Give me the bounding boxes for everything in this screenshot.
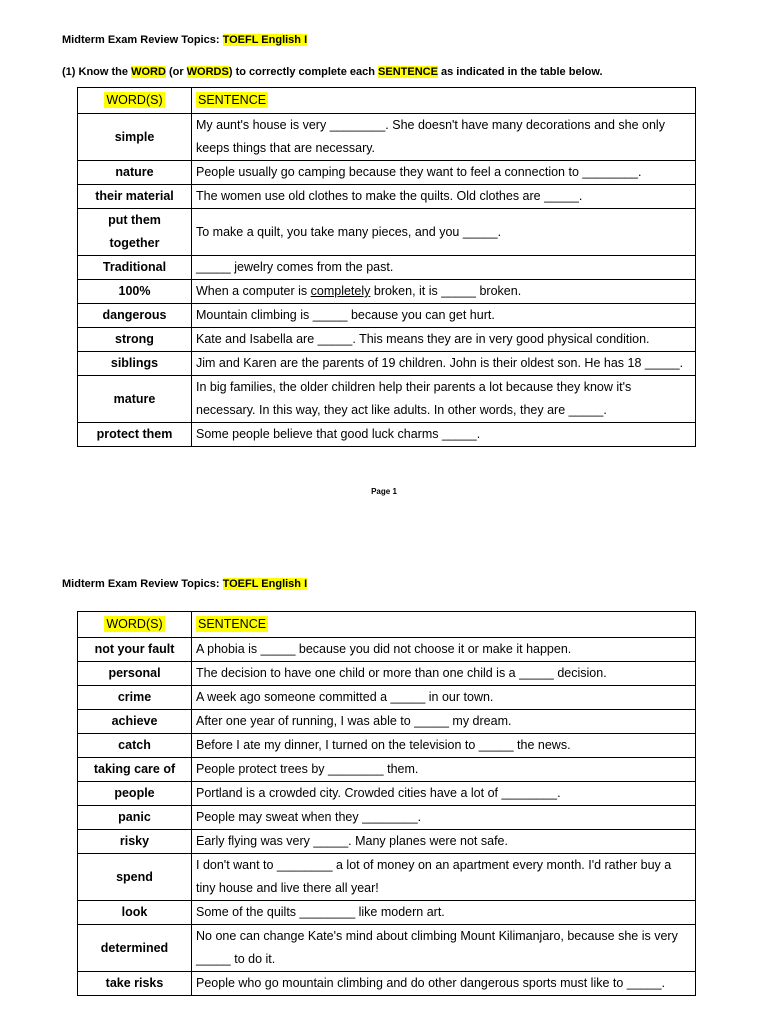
table-row [78,710,696,734]
instruction-text [62,66,603,78]
word-cell: taking care of [78,758,192,782]
table-row [78,256,696,280]
sentence-cell: A phobia is _____ because you did not choose it or make it happen. [192,638,696,662]
sentence-cell: The women use old clothes to make the quilts. Old clothes are _____. [192,185,696,209]
sentence-part-2: broken, it is _____ broken. [370,284,522,298]
table-row [78,972,696,996]
word-cell: siblings [78,352,192,376]
sentence-cell: To make a quilt, you take many pieces, and you _____. [192,209,696,256]
header-sentence: SENTENCE [198,617,267,631]
sentence-cell: People protect trees by ________ them. [192,758,696,782]
table-row [78,925,696,972]
word-cell: spend [78,854,192,901]
word-cell: simple [78,114,192,161]
sentence-cell: Portland is a crowded city. Crowded cities have a lot of ________. [192,782,696,806]
word-cell: strong [78,328,192,352]
word-cell: people [78,782,192,806]
table-row [78,662,696,686]
table-row [78,423,696,447]
header-sentence-cell [192,612,696,638]
sentence-underlined: completely [310,284,371,298]
header-sentence-cell [192,88,696,114]
word-cell: look [78,901,192,925]
header-word: WORD(S) [106,93,163,107]
sentence-cell: Some people believe that good luck charms _____. [192,423,696,447]
word-cell: protect them [78,423,192,447]
instruction-highlight-sentence: SENTENCE [378,66,438,78]
header-word-cell [78,88,192,114]
table-header-row [78,612,696,638]
table-row [78,352,696,376]
title-prefix: Midterm Exam Review Topics: [62,578,220,590]
table-row [78,758,696,782]
sentence-cell: After one year of running, I was able to _____ my dream. [192,710,696,734]
sentence-cell: _____ jewelry comes from the past. [192,256,696,280]
header-word: WORD(S) [106,617,163,631]
vocab-table-page-2 [77,611,696,996]
title-highlight: TOEFL English I [222,578,308,590]
instruction-part-1: (1) Know the [62,66,132,78]
word-cell: crime [78,686,192,710]
sentence-cell: Early flying was very _____. Many planes were not safe. [192,830,696,854]
sentence-cell: Kate and Isabella are _____. This means they are in very good physical condition. [192,328,696,352]
instruction-highlight-words: WORDS [186,66,229,78]
sentence-cell: Before I ate my dinner, I turned on the television to _____ the news. [192,734,696,758]
word-cell: panic [78,806,192,830]
table-row [78,376,696,423]
table-row [78,638,696,662]
word-cell: catch [78,734,192,758]
table-row [78,854,696,901]
word-cell: take risks [78,972,192,996]
page-number: Page 1 [371,487,397,496]
instruction-highlight-word: WORD [131,66,166,78]
table-header-row [78,88,696,114]
word-cell: personal [78,662,192,686]
sentence-cell: People usually go camping because they want to feel a connection to ________. [192,161,696,185]
word-cell: their material [78,185,192,209]
word-cell: put them together [78,209,192,256]
header-sentence: SENTENCE [198,93,267,107]
sentence-cell: Mountain climbing is _____ because you can get hurt. [192,304,696,328]
sentence-cell [192,280,696,304]
page-2-title [62,578,307,590]
word-cell: not your fault [78,638,192,662]
word-cell: achieve [78,710,192,734]
table-row [78,806,696,830]
table-row [78,830,696,854]
table-row [78,185,696,209]
table-row [78,161,696,185]
word-cell: Traditional [78,256,192,280]
page-1-title [62,34,307,46]
word-cell: nature [78,161,192,185]
table-row [78,734,696,758]
vocab-table-page-1 [77,87,696,447]
sentence-cell: Some of the quilts ________ like modern art. [192,901,696,925]
instruction-part-2: (or [165,66,187,78]
table-row [78,280,696,304]
sentence-cell: In big families, the older children help their parents a lot because they know it's necessary. In this way, they act like adults. In other words, they are _____. [192,376,696,423]
instruction-part-4: as indicated in the table below. [437,66,603,78]
sentence-cell: People who go mountain climbing and do other dangerous sports must like to _____. [192,972,696,996]
table-row [78,686,696,710]
table-row [78,328,696,352]
header-word-cell [78,612,192,638]
table-row [78,782,696,806]
word-cell: dangerous [78,304,192,328]
table-row [78,901,696,925]
sentence-part-1: When a computer is [196,284,311,298]
title-highlight: TOEFL English I [222,34,308,46]
word-cell: risky [78,830,192,854]
table-row [78,209,696,256]
word-cell: determined [78,925,192,972]
sentence-cell: My aunt's house is very ________. She doesn't have many decorations and she only keeps things that are necessary. [192,114,696,161]
sentence-cell: No one can change Kate's mind about climbing Mount Kilimanjaro, because she is very _____ to do it. [192,925,696,972]
sentence-cell: I don't want to ________ a lot of money on an apartment every month. I'd rather buy a tiny house and live there all year! [192,854,696,901]
sentence-cell: People may sweat when they ________. [192,806,696,830]
title-prefix: Midterm Exam Review Topics: [62,34,220,46]
word-cell: mature [78,376,192,423]
sentence-cell: A week ago someone committed a _____ in our town. [192,686,696,710]
sentence-cell: The decision to have one child or more than one child is a _____ decision. [192,662,696,686]
table-row [78,304,696,328]
sentence-cell: Jim and Karen are the parents of 19 children. John is their oldest son. He has 18 _____. [192,352,696,376]
table-row [78,114,696,161]
word-cell: 100% [78,280,192,304]
instruction-part-3: ) to correctly complete each [228,66,379,78]
